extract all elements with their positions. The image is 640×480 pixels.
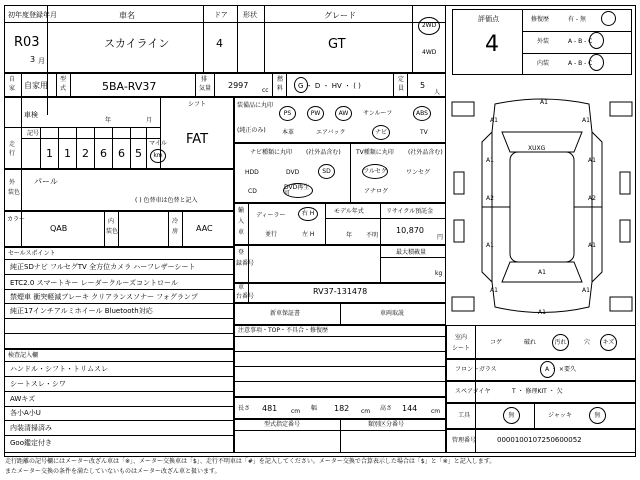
equipment-pw: PW	[307, 106, 324, 121]
tv-fullseg: フルセグ	[362, 164, 388, 179]
diagram-mark-1: A1	[540, 99, 548, 106]
vehicle-damage-diagram	[450, 92, 634, 320]
recycle-value: 10,870	[396, 226, 424, 235]
km-circle: km	[150, 149, 166, 163]
inspector-title: 検査記入欄	[8, 352, 39, 359]
navi-sd: SD	[318, 164, 335, 179]
fuel-label-2: 料	[277, 85, 284, 92]
color-code-value: QAB	[50, 224, 68, 233]
mileage-digit-1: 1	[46, 147, 53, 160]
use-label-1: 自	[9, 76, 16, 83]
score-label: 評価点	[478, 15, 499, 23]
spare-tire-label: スペアタイヤ	[455, 388, 491, 395]
body-shape-label: 形状	[243, 11, 257, 19]
interior-grade-label: 内装	[537, 60, 550, 67]
tv-analog: アナログ	[364, 188, 389, 195]
category-number-label: 類別区分番号	[368, 421, 405, 428]
model-label-1: 型	[60, 76, 67, 83]
seat-tear: 破れ	[524, 339, 537, 346]
tools-label: 工具	[458, 412, 471, 419]
width-value: 182	[334, 404, 350, 413]
warranty-label: 新車保証書	[270, 310, 301, 317]
capacity-label-2: 員	[398, 85, 405, 92]
exterior-block	[4, 169, 234, 211]
tools-block	[446, 403, 636, 429]
repair-label: 修復歴	[531, 16, 550, 23]
equipment-airbag: エアバック	[316, 129, 346, 136]
capacity-unit: 人	[434, 89, 441, 96]
import-label-1: 輸	[238, 207, 245, 214]
management-label: 管理番号	[452, 437, 477, 444]
equipment-sunroof: サンルーフ	[363, 110, 393, 117]
navi-cd: CD	[248, 188, 257, 195]
mileage-digit-2: 1	[64, 147, 71, 160]
inspector-line-2: シートスレ・シワ	[10, 380, 66, 388]
seat-dirt: 汚れ	[552, 334, 569, 351]
first-reg-value: R03	[14, 35, 40, 50]
exterior-note: ( ) 色替車は色替と記入	[135, 197, 198, 204]
first-reg-month: 3	[30, 55, 36, 64]
first-reg-month-unit: 月	[38, 57, 45, 65]
grade-value: GT	[328, 37, 346, 52]
first-reg-label: 初年度登録年月	[8, 11, 57, 19]
ac-label-2: 房	[172, 228, 179, 235]
capacity-label-1: 定	[398, 76, 405, 83]
seat-label-1: 室内	[455, 334, 468, 341]
fuel-options: G ・ D ・ HV ・ ( )	[298, 82, 361, 90]
navi-subtitle: (社外品含む)	[306, 149, 341, 156]
use-value: 自家用	[24, 81, 48, 90]
shift-label: シフト	[188, 101, 207, 108]
length-label: 長さ	[238, 405, 251, 412]
model-value: 5BA-RV37	[102, 80, 157, 93]
inspection-year-unit: 年	[105, 117, 112, 124]
sales-point-line-1: 純正SDナビ フルセグTV 全方位カメラ ハーフレザーシート	[10, 263, 196, 271]
diagram-mark-14: XUXG	[528, 145, 546, 152]
equipment-subtitle: (純正のみ)	[237, 127, 266, 134]
navi-dvd-play: DVD再生可	[283, 183, 313, 198]
diagram-mark-3: A1	[582, 117, 590, 124]
equipment-leather: 本革	[282, 129, 295, 136]
model-label-2: 式	[60, 85, 67, 92]
import-right-handle: 右 H	[298, 207, 318, 221]
chassis-label-1: 車	[238, 284, 245, 291]
model-year-label: モデル年式	[334, 208, 364, 215]
ac-value: AAC	[196, 224, 213, 233]
diagram-mark-8: A2	[486, 195, 494, 202]
mileage-digit-4: 6	[100, 147, 107, 160]
equipment-abs: ABS	[413, 106, 431, 121]
spare-tire-options: T ・ 修理KIT ・ 欠	[512, 388, 563, 395]
manual-label: 車両取説	[380, 310, 405, 317]
capacity-value: 5	[420, 81, 426, 90]
length-unit: cm	[291, 408, 301, 415]
footer-note-1: 走行距離の記号欄にはメーター改ざん車は「※」、メーター交換車は「$」、走行不明車は「#」を記入してください。メーター交換で合算表示した場合は「$」と「※」と記入します。	[5, 458, 496, 465]
car-name-label: 車名	[119, 11, 135, 20]
equipment-navi: ナビ	[372, 125, 390, 140]
mileage-label-1: 走	[9, 141, 16, 148]
inspector-line-6: Goo鑑定付き	[10, 439, 52, 447]
diagram-mark-9: A2	[588, 195, 596, 202]
tv-title: TV種類に丸印	[356, 149, 394, 156]
tv-subtitle: (社外品含む)	[408, 149, 443, 156]
side-bracket-2	[620, 172, 630, 194]
inspector-line-5: 内装清掃済み	[10, 424, 52, 432]
equipment-tv: TV	[420, 129, 428, 136]
mileage-digit-3: 2	[82, 147, 89, 160]
import-dealer: ディーラー	[256, 212, 286, 219]
tools-none-circle: 無	[503, 407, 520, 424]
wheel-rear-left	[452, 297, 474, 311]
displacement-label-2: 気量	[199, 85, 212, 92]
import-left-handle: 左 H	[302, 231, 315, 238]
recycle-label: リサイクル預託金	[386, 208, 434, 215]
mileage-digit-5: 6	[118, 147, 125, 160]
inspector-line-4: 各小A小U	[10, 409, 41, 417]
exterior-value: パール	[34, 177, 58, 186]
drive-2wd-circle: 2WD	[418, 17, 440, 35]
chassis-label-2: 台番号	[236, 293, 255, 300]
footer-note-2: またメーター交換の条件を満たしていないものはメーター改ざん車と扱います。	[5, 468, 221, 475]
diagram-mark-4: A1	[486, 157, 494, 164]
exterior-grade-label: 外装	[537, 38, 550, 45]
interior-grade-options: A - B - C	[568, 60, 593, 67]
use-label-2: 家	[9, 85, 16, 92]
shift-value: FAT	[186, 132, 209, 147]
sales-point-line-2: ETC2.0 スマートキー レーダークルーズコントロール	[10, 279, 178, 287]
recycle-unit: 円	[437, 234, 444, 241]
interior-color-label-1: 内	[108, 218, 115, 225]
equipment-aw: AW	[335, 106, 352, 121]
fuel-label-1: 燃	[277, 76, 284, 83]
chassis-value: RV37-131478	[313, 287, 368, 296]
management-value: 0000100107250600052	[497, 436, 582, 444]
import-label-3: 車	[238, 229, 245, 236]
mileage-label-2: 行	[9, 150, 16, 157]
model-year-unit: 年	[346, 232, 353, 239]
sales-point-line-4: 純正17インチアルミホイール Bluetooth対応	[10, 307, 153, 315]
displacement-value: 2997	[228, 81, 249, 90]
diagram-mark-13: A1	[538, 269, 546, 276]
load-unit: kg	[435, 270, 443, 277]
registration-label-1: 登	[238, 249, 245, 256]
tv-oneseg: ワンセグ	[406, 169, 431, 176]
drive-4wd: 4WD	[422, 49, 437, 56]
car-name: スカイライン	[104, 37, 170, 50]
front-glass-label: フロントガラス	[455, 366, 497, 373]
import-label-2: 入	[238, 218, 245, 225]
seat-burn: コゲ	[490, 339, 503, 346]
fuel-selected-circle	[294, 77, 308, 93]
car-body-outline	[482, 99, 602, 313]
diagram-mark-7: A1	[588, 242, 596, 249]
inspector-line-3: AWキズ	[10, 395, 36, 403]
doors-label: ドア	[214, 11, 228, 19]
interior-color-label-2: 装色	[106, 228, 119, 235]
type-number-label: 型式指定番号	[264, 421, 301, 428]
ac-label-1: 冷	[172, 218, 179, 225]
side-bracket-1	[454, 172, 464, 194]
doors-value: 4	[216, 37, 223, 50]
length-value: 481	[262, 404, 278, 413]
diagram-mark-12: A1	[538, 309, 546, 316]
exterior-grade-options: A - B - C	[568, 38, 593, 45]
navi-dvd: DVD	[286, 169, 300, 176]
car-roof	[510, 152, 574, 262]
equipment-ps: PS	[279, 106, 296, 121]
color-code-label: カラー	[7, 216, 26, 223]
height-unit: cm	[431, 408, 441, 415]
registration-label-2: 録番号	[236, 260, 255, 267]
load-label: 最大積載量	[396, 249, 427, 256]
displacement-label-1: 排	[201, 76, 208, 83]
navi-title: ナビ種類に丸印	[250, 149, 293, 156]
seat-hole: 穴	[584, 339, 591, 346]
model-year-unknown: 不明	[366, 232, 379, 239]
miles-label: マイル	[149, 140, 167, 147]
jack-label: ジャッキ	[548, 412, 572, 419]
sales-point-line-3: 禁煙車 衝突軽減ブレーキ クリアランスソナー フォグランプ	[10, 293, 198, 301]
inspection-label: 車検	[24, 111, 38, 119]
displacement-unit: cc	[262, 87, 269, 94]
inspector-line-1: ハンドル・シフト・トリムスレ	[10, 365, 108, 373]
wheel-rear-right	[610, 297, 632, 311]
diagram-mark-10: A1	[490, 287, 498, 294]
interior-grade-circle	[589, 54, 604, 71]
width-unit: cm	[361, 408, 371, 415]
mileage-digits-label: 記号	[27, 130, 40, 137]
jack-none-circle: 無	[589, 407, 606, 424]
width-label: 幅	[311, 405, 318, 412]
score-value: 4	[485, 32, 499, 57]
exterior-label-1: 外	[9, 179, 16, 186]
side-bracket-4	[620, 220, 630, 242]
height-label: 高さ	[380, 405, 393, 412]
repair-options: 有 - 無	[568, 16, 586, 23]
diagram-mark-11: A1	[582, 287, 590, 294]
mileage-digit-6: 5	[135, 147, 142, 160]
navi-hdd: HDD	[245, 169, 259, 176]
import-parallel: 並行	[265, 231, 278, 238]
notes-title: 注意事項・TOP・不具合・修復歴	[238, 327, 329, 334]
seat-label-2: シート	[452, 345, 471, 352]
exterior-label-2: 装色	[8, 189, 21, 196]
equipment-title: 装備品に丸印	[237, 102, 274, 109]
side-bracket-3	[454, 220, 464, 242]
diagram-mark-2: A1	[490, 117, 498, 124]
diagram-mark-5: A1	[588, 157, 596, 164]
wheel-front-right	[610, 102, 632, 116]
exterior-grade-circle	[589, 32, 604, 49]
diagram-mark-6: A1	[486, 242, 494, 249]
height-value: 144	[402, 404, 418, 413]
inspection-month-unit: 月	[146, 117, 153, 124]
seat-scratch: キズ	[600, 334, 617, 351]
wheel-front-left	[452, 102, 474, 116]
sales-points-title: セールスポイント	[8, 250, 56, 257]
grade-label: グレード	[324, 11, 356, 20]
front-glass-options: A ・ ×要久	[545, 366, 576, 373]
repair-no-circle	[601, 11, 616, 26]
